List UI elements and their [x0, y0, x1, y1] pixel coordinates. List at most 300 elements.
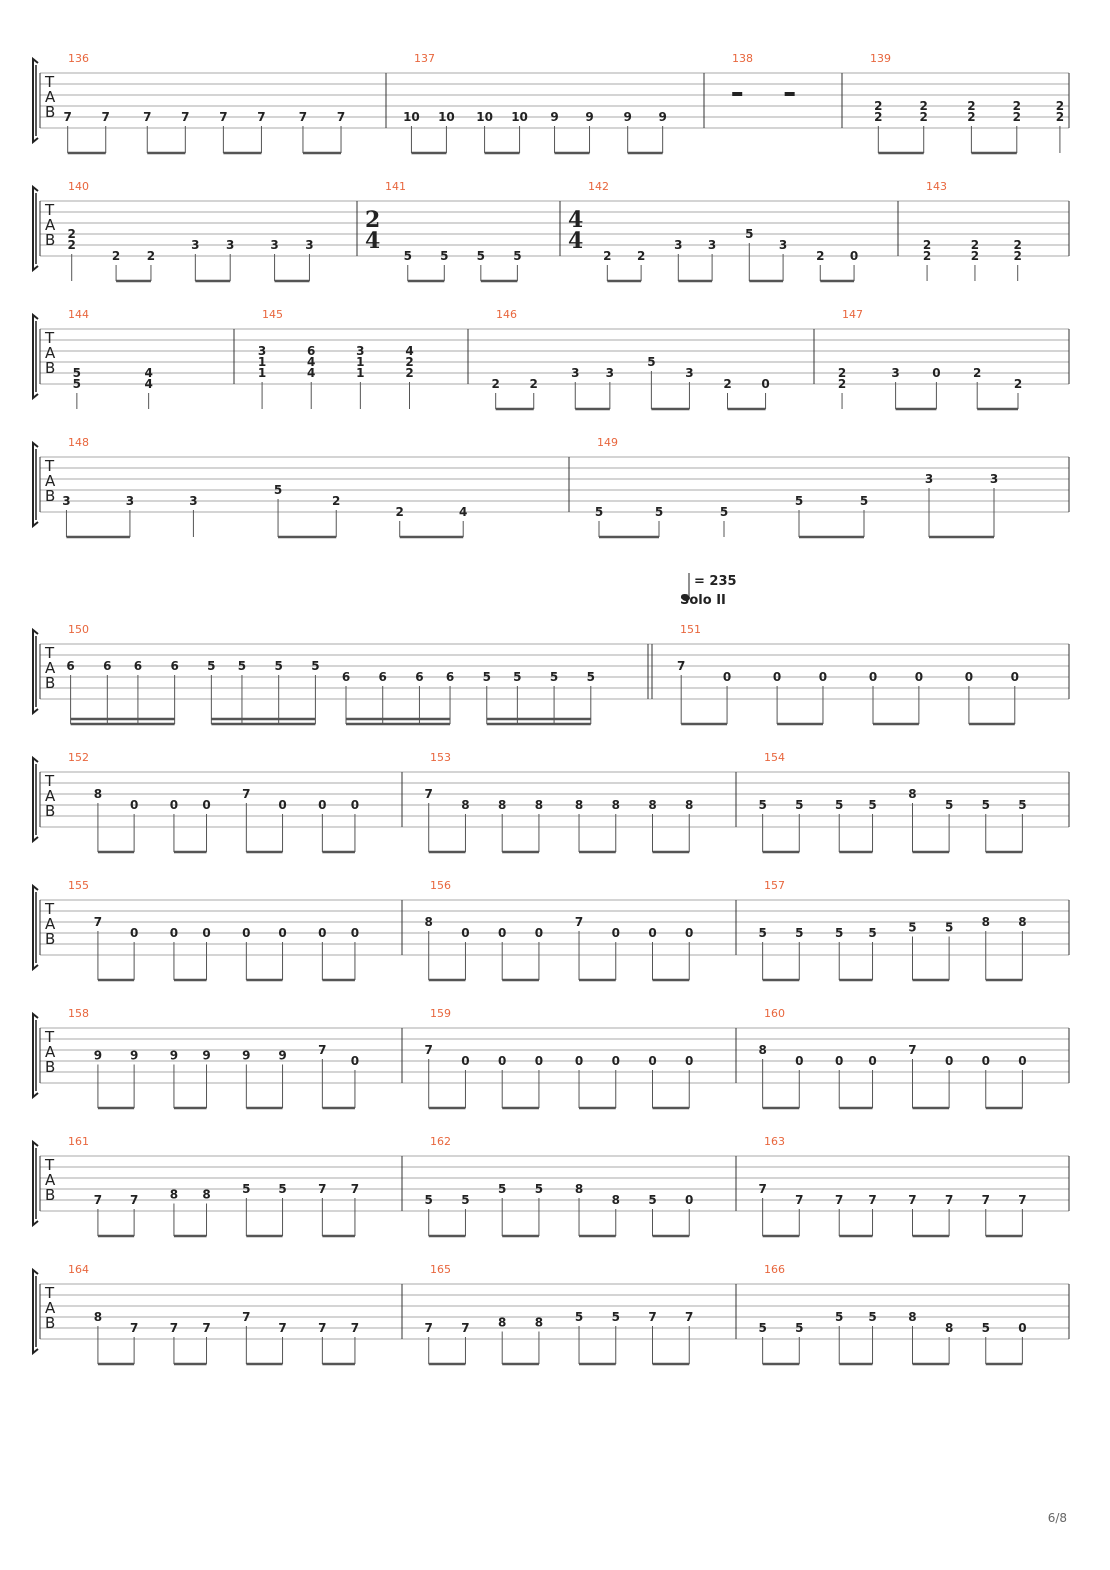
- measure-number: 159: [430, 1007, 451, 1020]
- fret-number: 5: [944, 798, 954, 812]
- half-rest: [732, 92, 742, 96]
- measure-number: 144: [68, 308, 89, 321]
- measure-number: 154: [764, 751, 785, 764]
- fret-number: 2: [529, 377, 538, 391]
- fret-number: 0: [350, 926, 360, 940]
- fret-number: 4: [459, 505, 468, 519]
- fret-number: 0: [932, 366, 941, 380]
- fret-number: 4: [405, 344, 414, 358]
- fret-number: 10: [403, 110, 420, 124]
- fret-number: 3: [305, 238, 314, 252]
- fret-number: 8: [498, 1315, 507, 1330]
- fret-number: 0: [350, 1054, 360, 1068]
- fret-number: 5: [981, 1321, 990, 1335]
- fret-number: 0: [648, 1054, 657, 1068]
- measure-number: 155: [68, 879, 89, 892]
- fret-number: 6: [307, 344, 316, 358]
- fret-number: 5: [868, 926, 877, 940]
- fret-number: 5: [242, 1182, 251, 1196]
- fret-number: 7: [685, 1310, 694, 1324]
- fret-number: 7: [981, 1193, 990, 1207]
- fret-number: 5: [311, 659, 320, 673]
- fret-number: 5: [1018, 798, 1027, 812]
- fret-number: 2: [111, 249, 121, 263]
- fret-number: 2: [723, 377, 732, 391]
- tab-clef-letter: A: [45, 88, 56, 106]
- fret-number: 2: [967, 110, 976, 124]
- fret-number: 0: [611, 926, 620, 940]
- fret-number: 7: [318, 1043, 327, 1057]
- measure-number: 149: [597, 436, 618, 449]
- tab-clef-letter: B: [45, 103, 56, 121]
- tab-clef-letter: B: [45, 1058, 56, 1076]
- fret-number: 0: [818, 670, 828, 684]
- fret-number: 5: [758, 798, 767, 812]
- fret-number: 7: [908, 1193, 917, 1207]
- fret-number: 0: [1010, 670, 1019, 684]
- tab-clef-letter: A: [45, 787, 56, 805]
- fret-number: 2: [1013, 249, 1022, 263]
- tab-clef-letter: A: [45, 216, 56, 234]
- fret-number: 5: [278, 1182, 287, 1196]
- fret-number: 5: [482, 670, 491, 684]
- tab-clef-letter: B: [45, 231, 56, 249]
- fret-number: 7: [101, 110, 110, 124]
- fret-number: 7: [169, 1321, 179, 1335]
- fret-number: 6: [341, 670, 351, 684]
- fret-number: 0: [868, 1054, 877, 1068]
- measure-number: 166: [764, 1263, 785, 1276]
- fret-number: 7: [758, 1182, 767, 1196]
- tab-clef-letter: A: [45, 472, 56, 490]
- fret-number: 3: [605, 366, 615, 380]
- fret-number: 8: [574, 1182, 584, 1196]
- fret-number: 5: [440, 249, 449, 263]
- fret-number: 1: [356, 366, 365, 380]
- fret-number: 0: [318, 798, 327, 812]
- fret-number: 8: [534, 798, 544, 812]
- fret-number: 0: [648, 926, 657, 940]
- fret-number: 9: [129, 1048, 139, 1063]
- time-signature-top: 4: [568, 207, 584, 233]
- fret-number: 5: [719, 505, 729, 519]
- fret-number: 6: [103, 659, 112, 673]
- fret-number: 7: [574, 915, 584, 929]
- fret-number: 3: [989, 472, 999, 486]
- fret-number: 6: [170, 659, 179, 673]
- measure-number: 150: [68, 623, 89, 636]
- fret-number: 5: [498, 1182, 507, 1196]
- fret-number: 0: [461, 926, 470, 940]
- fret-number: 0: [1018, 1054, 1027, 1068]
- fret-number: 9: [242, 1048, 251, 1063]
- fret-number: 8: [93, 1310, 103, 1324]
- fret-number: 5: [908, 920, 917, 935]
- fret-number: 7: [868, 1193, 877, 1207]
- fret-number: 2: [874, 99, 883, 113]
- fret-number: 5: [424, 1193, 433, 1207]
- fret-number: 5: [835, 798, 844, 812]
- fret-number: 5: [795, 1321, 804, 1335]
- fret-number: 8: [908, 787, 917, 801]
- fret-number: 2: [636, 249, 646, 263]
- fret-number: 8: [534, 1315, 544, 1330]
- fret-number: 2: [67, 227, 76, 241]
- fret-number: 7: [93, 915, 103, 929]
- fret-number: 10: [511, 110, 528, 124]
- fret-number: 8: [908, 1310, 917, 1324]
- fret-number: 8: [981, 915, 990, 929]
- measure-number: 152: [68, 751, 89, 764]
- tab-clef-letter: T: [45, 201, 55, 219]
- fret-number: 9: [169, 1048, 179, 1063]
- fret-number: 7: [795, 1193, 804, 1207]
- measure-number: 160: [764, 1007, 785, 1020]
- fret-number: 0: [278, 798, 287, 812]
- fret-number: 2: [67, 238, 76, 252]
- tab-clef-letter: T: [45, 1284, 55, 1302]
- fret-number: 0: [761, 377, 770, 391]
- measure-number: 156: [430, 879, 451, 892]
- measure-number: 147: [842, 308, 863, 321]
- measure-number: 153: [430, 751, 451, 764]
- fret-number: 8: [424, 915, 433, 929]
- measure-number: 137: [414, 52, 435, 65]
- fret-number: 5: [513, 249, 522, 263]
- fret-number: 7: [461, 1321, 470, 1335]
- fret-number: 5: [745, 227, 754, 241]
- fret-number: 3: [189, 494, 198, 508]
- fret-number: 7: [677, 659, 686, 673]
- fret-number: 0: [914, 670, 924, 684]
- fret-number: 7: [908, 1043, 917, 1057]
- fret-number: 2: [837, 377, 847, 391]
- fret-number: 7: [242, 1310, 251, 1324]
- fret-number: 5: [981, 798, 990, 812]
- fret-number: 10: [438, 110, 455, 124]
- tab-clef-letter: B: [45, 1186, 56, 1204]
- tab-clef-letter: T: [45, 457, 55, 475]
- fret-number: 7: [129, 1321, 139, 1335]
- fret-number: 5: [534, 1182, 544, 1196]
- time-signature-bottom: 4: [568, 228, 584, 254]
- fret-number: 5: [794, 494, 804, 508]
- fret-number: 0: [964, 670, 974, 684]
- fret-number: 7: [424, 787, 433, 801]
- fret-number: 5: [476, 249, 486, 263]
- fret-number: 7: [424, 1321, 433, 1335]
- fret-number: 0: [685, 1054, 694, 1068]
- fret-number: 7: [648, 1310, 657, 1324]
- fret-number: 0: [1018, 1321, 1027, 1335]
- fret-number: 2: [405, 366, 414, 380]
- fret-number: 9: [658, 110, 667, 124]
- fret-number: 5: [868, 798, 877, 812]
- fret-number: 0: [498, 926, 507, 940]
- fret-number: 5: [835, 926, 844, 940]
- tab-clef-letter: B: [45, 674, 56, 692]
- fret-number: 5: [237, 659, 247, 673]
- fret-number: 0: [772, 670, 782, 684]
- fret-number: 3: [356, 344, 365, 358]
- fret-number: 7: [1018, 1193, 1027, 1207]
- fret-number: 0: [944, 1054, 954, 1068]
- fret-number: 5: [513, 670, 522, 684]
- fret-number: 5: [835, 1310, 844, 1324]
- fret-number: 7: [257, 110, 266, 124]
- fret-number: 0: [685, 1193, 694, 1207]
- fret-number: 2: [332, 494, 341, 508]
- fret-number: 8: [169, 1187, 179, 1202]
- fret-number: 7: [143, 110, 152, 124]
- fret-number: 2: [919, 110, 928, 124]
- tab-clef-letter: T: [45, 1156, 55, 1174]
- tab-clef-letter: T: [45, 900, 55, 918]
- tab-clef-letter: B: [45, 930, 56, 948]
- fret-number: 0: [685, 926, 694, 940]
- tab-clef-letter: T: [45, 772, 55, 790]
- fret-number: 5: [274, 659, 283, 673]
- fret-number: 0: [849, 249, 859, 263]
- tab-clef-letter: B: [45, 487, 56, 505]
- fret-number: 2: [919, 99, 928, 113]
- measure-number: 139: [870, 52, 891, 65]
- fret-number: 7: [318, 1182, 327, 1196]
- fret-number: 2: [146, 249, 156, 263]
- measure-number: 136: [68, 52, 89, 65]
- fret-number: 5: [594, 505, 604, 519]
- measure-number: 161: [68, 1135, 89, 1148]
- tempo-value: = 235: [694, 574, 737, 589]
- fret-number: 8: [202, 1187, 211, 1202]
- fret-number: 0: [202, 798, 211, 812]
- tab-clef-letter: A: [45, 915, 56, 933]
- fret-number: 4: [307, 366, 316, 380]
- measure-number: 140: [68, 180, 89, 193]
- fret-number: 9: [93, 1048, 103, 1063]
- tab-clef-letter: T: [45, 329, 55, 347]
- fret-number: 0: [795, 1054, 804, 1068]
- fret-number: 0: [129, 798, 139, 812]
- fret-number: 6: [415, 670, 424, 684]
- fret-number: 7: [181, 110, 190, 124]
- measure-number: 164: [68, 1263, 89, 1276]
- fret-number: 5: [574, 1310, 584, 1324]
- fret-number: 7: [202, 1321, 211, 1335]
- fret-number: 8: [611, 798, 620, 812]
- tab-clef-letter: A: [45, 659, 56, 677]
- fret-number: 9: [585, 110, 594, 124]
- fret-number: 2: [922, 238, 932, 252]
- fret-number: 5: [72, 366, 82, 380]
- fret-number: 8: [685, 798, 694, 812]
- tab-clef-letter: A: [45, 1299, 56, 1317]
- measure-number: 165: [430, 1263, 451, 1276]
- fret-number: 3: [226, 238, 235, 252]
- measure-number: 143: [926, 180, 947, 193]
- fret-number: 6: [445, 670, 455, 684]
- measure-number: 148: [68, 436, 89, 449]
- fret-number: 5: [461, 1193, 470, 1207]
- tab-clef-letter: B: [45, 1314, 56, 1332]
- fret-number: 5: [611, 1310, 620, 1324]
- fret-number: 5: [586, 670, 595, 684]
- measure-number: 142: [588, 180, 609, 193]
- fret-number: 0: [129, 926, 139, 940]
- tab-clef-letter: T: [45, 1028, 55, 1046]
- tab-clef-letter: T: [45, 644, 55, 662]
- tab-clef-letter: T: [45, 73, 55, 91]
- fret-number: 3: [257, 344, 267, 358]
- fret-number: 0: [574, 1054, 584, 1068]
- fret-number: 3: [685, 366, 694, 380]
- fret-number: 3: [191, 238, 200, 252]
- fret-number: 3: [707, 238, 717, 252]
- fret-number: 9: [550, 110, 559, 124]
- measure-number: 158: [68, 1007, 89, 1020]
- fret-number: 7: [278, 1321, 287, 1335]
- fret-number: 3: [891, 366, 900, 380]
- fret-number: 2: [874, 110, 883, 124]
- fret-number: 0: [350, 798, 360, 812]
- measure-number: 146: [496, 308, 517, 321]
- fret-number: 0: [318, 926, 327, 940]
- fret-number: 6: [378, 670, 387, 684]
- fret-number: 0: [202, 926, 211, 940]
- measure-number: 162: [430, 1135, 451, 1148]
- measure-number: 141: [385, 180, 406, 193]
- fret-number: 8: [93, 787, 103, 801]
- tab-clef-letter: A: [45, 344, 56, 362]
- fret-number: 5: [944, 920, 954, 935]
- fret-number: 5: [549, 670, 559, 684]
- fret-number: 2: [1013, 377, 1023, 391]
- time-signature-bottom: 4: [365, 228, 381, 254]
- fret-number: 0: [169, 926, 179, 940]
- fret-number: 9: [202, 1048, 211, 1063]
- fret-number: 2: [405, 355, 414, 369]
- fret-number: 0: [868, 670, 878, 684]
- fret-number: 2: [970, 238, 980, 252]
- fret-number: 2: [1012, 110, 1021, 124]
- fret-number: 10: [476, 110, 493, 124]
- fret-number: 7: [944, 1193, 954, 1207]
- fret-number: 5: [647, 355, 656, 369]
- fret-number: 2: [395, 505, 404, 519]
- fret-number: 0: [498, 1054, 507, 1068]
- fret-number: 7: [350, 1321, 360, 1335]
- fret-number: 2: [973, 366, 982, 380]
- fret-number: 8: [611, 1193, 620, 1207]
- fret-number: 0: [534, 926, 544, 940]
- fret-number: 6: [66, 659, 75, 673]
- fret-number: 2: [1055, 99, 1065, 113]
- fret-number: 5: [795, 798, 804, 812]
- section-label: Solo II: [680, 593, 726, 608]
- fret-number: 7: [424, 1043, 433, 1057]
- fret-number: 2: [970, 249, 980, 263]
- measure-number: 138: [732, 52, 753, 65]
- fret-number: 7: [298, 110, 308, 124]
- fret-number: 8: [944, 1321, 954, 1335]
- half-rest: [785, 92, 795, 96]
- fret-number: 0: [981, 1054, 990, 1068]
- fret-number: 5: [868, 1310, 877, 1324]
- fret-number: 5: [758, 926, 767, 940]
- fret-number: 7: [350, 1182, 360, 1196]
- fret-number: 1: [356, 355, 365, 369]
- fret-number: 4: [144, 377, 153, 391]
- fret-number: 4: [144, 366, 153, 380]
- fret-number: 3: [270, 238, 279, 252]
- fret-number: 2: [1013, 238, 1022, 252]
- measure-number: 163: [764, 1135, 785, 1148]
- fret-number: 8: [1018, 915, 1027, 929]
- fret-number: 3: [571, 366, 580, 380]
- fret-number: 8: [498, 798, 507, 812]
- fret-number: 2: [603, 249, 612, 263]
- fret-number: 6: [133, 659, 143, 673]
- fret-number: 0: [169, 798, 179, 812]
- fret-number: 7: [219, 110, 228, 124]
- fret-number: 2: [837, 366, 847, 380]
- tab-clef-letter: A: [45, 1043, 56, 1061]
- fret-number: 0: [722, 670, 732, 684]
- fret-number: 2: [491, 377, 500, 391]
- tab-clef-letter: B: [45, 802, 56, 820]
- fret-number: 2: [1055, 110, 1065, 124]
- fret-number: 0: [461, 1054, 470, 1068]
- fret-number: 5: [403, 249, 412, 263]
- fret-number: 3: [62, 494, 71, 508]
- fret-number: 5: [648, 1193, 657, 1207]
- fret-number: 5: [207, 659, 216, 673]
- fret-number: 1: [257, 355, 267, 369]
- fret-number: 8: [648, 798, 657, 812]
- fret-number: 0: [242, 926, 251, 940]
- fret-number: 9: [623, 110, 632, 124]
- time-signature-top: 2: [365, 207, 381, 233]
- fret-number: 7: [129, 1193, 139, 1207]
- fret-number: 3: [778, 238, 788, 252]
- measure-number: 145: [262, 308, 283, 321]
- fret-number: 3: [924, 472, 934, 486]
- fret-number: 7: [242, 787, 251, 801]
- fret-number: 0: [278, 926, 287, 940]
- fret-number: 5: [72, 377, 82, 391]
- tab-clef-letter: B: [45, 359, 56, 377]
- fret-number: 1: [257, 366, 267, 380]
- fret-number: 8: [758, 1043, 767, 1057]
- fret-number: 5: [758, 1321, 767, 1335]
- fret-number: 2: [816, 249, 825, 263]
- fret-number: 4: [307, 355, 316, 369]
- fret-number: 7: [835, 1193, 844, 1207]
- fret-number: 0: [611, 1054, 620, 1068]
- fret-number: 3: [125, 494, 135, 508]
- measure-number: 157: [764, 879, 785, 892]
- fret-number: 5: [795, 926, 804, 940]
- fret-number: 5: [654, 505, 664, 519]
- fret-number: 2: [1012, 99, 1021, 113]
- fret-number: 2: [967, 99, 976, 113]
- fret-number: 2: [922, 249, 932, 263]
- fret-number: 3: [674, 238, 683, 252]
- fret-number: 7: [318, 1321, 327, 1335]
- fret-number: 5: [859, 494, 869, 508]
- tab-clef-letter: A: [45, 1171, 56, 1189]
- fret-number: 8: [461, 798, 470, 812]
